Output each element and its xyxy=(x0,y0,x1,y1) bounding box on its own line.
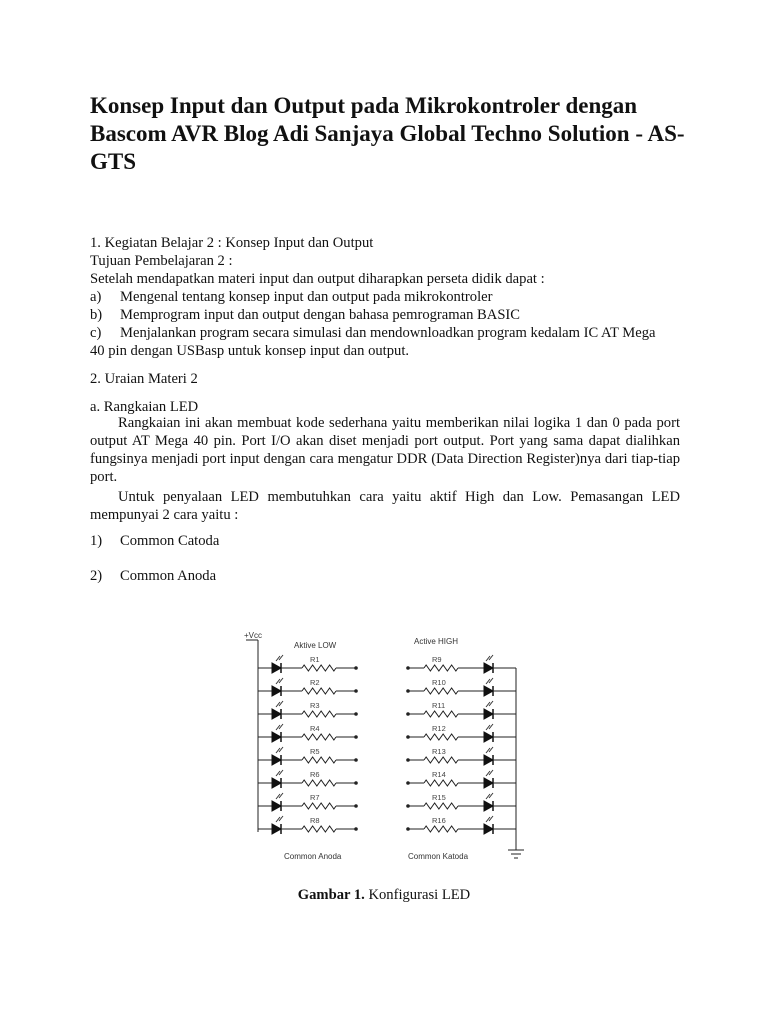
vcc-label: +Vcc xyxy=(244,631,263,640)
right-circuit-title: Active HIGH xyxy=(414,637,459,646)
section1-subheading: Tujuan Pembelajaran 2 : xyxy=(90,253,233,269)
list-text: Mengenal tentang konsep input dan output pada mikrokontroler xyxy=(120,289,493,305)
resistor-label: R6 xyxy=(310,770,320,779)
light-emission-icon xyxy=(486,816,493,822)
resistor-icon xyxy=(302,688,336,694)
section1-intro: Setelah mendapatkan materi input dan output diharapkan perseta didik dapat : xyxy=(90,271,545,287)
light-emission-icon xyxy=(276,793,283,799)
resistor-label: R13 xyxy=(432,747,446,756)
resistor-label: R15 xyxy=(432,793,446,802)
light-emission-icon xyxy=(276,770,283,776)
led-diode-icon xyxy=(484,709,493,719)
resistor-label: R12 xyxy=(432,724,446,733)
led-diode-icon xyxy=(484,663,493,673)
section2-heading: 2. Uraian Materi 2 xyxy=(90,371,198,387)
list-text: Menjalankan program secara simulasi dan mendownloadkan program kedalam IC AT Mega xyxy=(120,325,656,341)
led-diode-icon xyxy=(272,663,281,673)
resistor-icon xyxy=(424,734,458,740)
light-emission-icon xyxy=(486,793,493,799)
light-emission-icon xyxy=(276,678,283,684)
resistor-icon xyxy=(424,688,458,694)
resistor-label: R5 xyxy=(310,747,320,756)
led-diode-icon xyxy=(272,801,281,811)
led-diode-icon xyxy=(272,686,281,696)
subsection-heading: a. Rangkaian LED xyxy=(90,399,199,415)
led-diode-icon xyxy=(484,732,493,742)
terminal-dot xyxy=(354,758,358,762)
led-diode-icon xyxy=(484,824,493,834)
light-emission-icon xyxy=(486,678,493,684)
light-emission-icon xyxy=(486,655,493,661)
resistor-icon xyxy=(302,780,336,786)
resistor-label: R1 xyxy=(310,655,320,664)
resistor-icon xyxy=(302,711,336,717)
led-diode-icon xyxy=(272,755,281,765)
led-diode-icon xyxy=(484,686,493,696)
resistor-label: R14 xyxy=(432,770,446,779)
light-emission-icon xyxy=(276,747,283,753)
resistor-label: R3 xyxy=(310,701,320,710)
resistor-icon xyxy=(424,803,458,809)
paragraph: Rangkaian ini akan membuat kode sederhana yaitu memberikan nilai logika 1 dan 0 pada port output AT Mega 40 pin. Port I/O akan diset menjadi port output. Port yang sama dapat dialihkan fungsinya menjadi port input dengan cara mengatur DDR (Data Direction Register)nya dari tiap-tiap port. xyxy=(90,415,680,485)
terminal-dot xyxy=(354,689,358,693)
light-emission-icon xyxy=(486,724,493,730)
terminal-dot xyxy=(354,712,358,716)
left-circuit-caption: Common Anoda xyxy=(284,852,342,861)
list-item xyxy=(90,324,656,342)
terminal-dot xyxy=(354,827,358,831)
resistor-icon xyxy=(302,803,336,809)
light-emission-icon xyxy=(276,724,283,730)
resistor-label: R10 xyxy=(432,678,446,687)
terminal-dot xyxy=(354,735,358,739)
terminal-dot xyxy=(354,666,358,670)
list-item xyxy=(90,567,216,585)
light-emission-icon xyxy=(276,655,283,661)
list-marker: 1) xyxy=(90,533,103,549)
resistor-icon xyxy=(302,734,336,740)
section1-heading: 1. Kegiatan Belajar 2 : Konsep Input dan Output xyxy=(90,235,374,251)
list-marker: b) xyxy=(90,307,103,323)
terminal-dot xyxy=(354,781,358,785)
list-marker: c) xyxy=(90,325,102,341)
figure-caption-text: Konfigurasi LED xyxy=(364,887,471,903)
list-marker: 2) xyxy=(90,568,103,584)
left-circuit-title: Aktive LOW xyxy=(294,641,337,650)
resistor-icon xyxy=(424,757,458,763)
list-item xyxy=(90,288,492,306)
led-diode-icon xyxy=(272,732,281,742)
figure-caption-label: Gambar 1. xyxy=(297,887,365,903)
resistor-label: R7 xyxy=(310,793,320,802)
resistor-label: R2 xyxy=(310,678,320,687)
resistor-icon xyxy=(424,826,458,832)
light-emission-icon xyxy=(486,747,493,753)
light-emission-icon xyxy=(276,701,283,707)
resistor-label: R4 xyxy=(310,724,320,733)
led-diode-icon xyxy=(484,801,493,811)
list-item-continuation: 40 pin dengan USBasp untuk konsep input dan output. xyxy=(90,343,410,359)
resistor-label: R11 xyxy=(432,701,446,710)
led-diode-icon xyxy=(484,778,493,788)
list-marker: a) xyxy=(90,289,102,305)
led-configuration-schematic xyxy=(238,628,538,864)
led-diode-icon xyxy=(484,755,493,765)
right-circuit-caption: Common Katoda xyxy=(408,852,469,861)
resistor-label: R16 xyxy=(432,816,446,825)
resistor-icon xyxy=(424,780,458,786)
light-emission-icon xyxy=(486,701,493,707)
paragraph: Untuk penyalaan LED membutuhkan cara yaitu aktif High dan Low. Pemasangan LED mempunyai 2 cara yaitu : xyxy=(90,489,680,523)
list-text: Memprogram input dan output dengan bahasa pemrograman BASIC xyxy=(120,307,521,323)
resistor-label: R9 xyxy=(432,655,442,664)
resistor-label: R8 xyxy=(310,816,320,825)
light-emission-icon xyxy=(276,816,283,822)
terminal-dot xyxy=(354,804,358,808)
resistor-icon xyxy=(302,757,336,763)
list-item xyxy=(90,532,219,550)
led-diode-icon xyxy=(272,778,281,788)
list-text: Common Anoda xyxy=(120,568,217,584)
page-title: Konsep Input dan Output pada Mikrokontroler dengan Bascom AVR Blog Adi Sanjaya Global Techno Solution - AS-GTS xyxy=(90,93,685,174)
resistor-icon xyxy=(302,665,336,671)
resistor-icon xyxy=(424,711,458,717)
resistor-icon xyxy=(424,665,458,671)
list-item xyxy=(90,306,520,324)
led-diode-icon xyxy=(272,709,281,719)
figure-caption xyxy=(0,887,768,904)
list-text: Common Catoda xyxy=(120,533,220,549)
light-emission-icon xyxy=(486,770,493,776)
resistor-icon xyxy=(302,826,336,832)
led-diode-icon xyxy=(272,824,281,834)
